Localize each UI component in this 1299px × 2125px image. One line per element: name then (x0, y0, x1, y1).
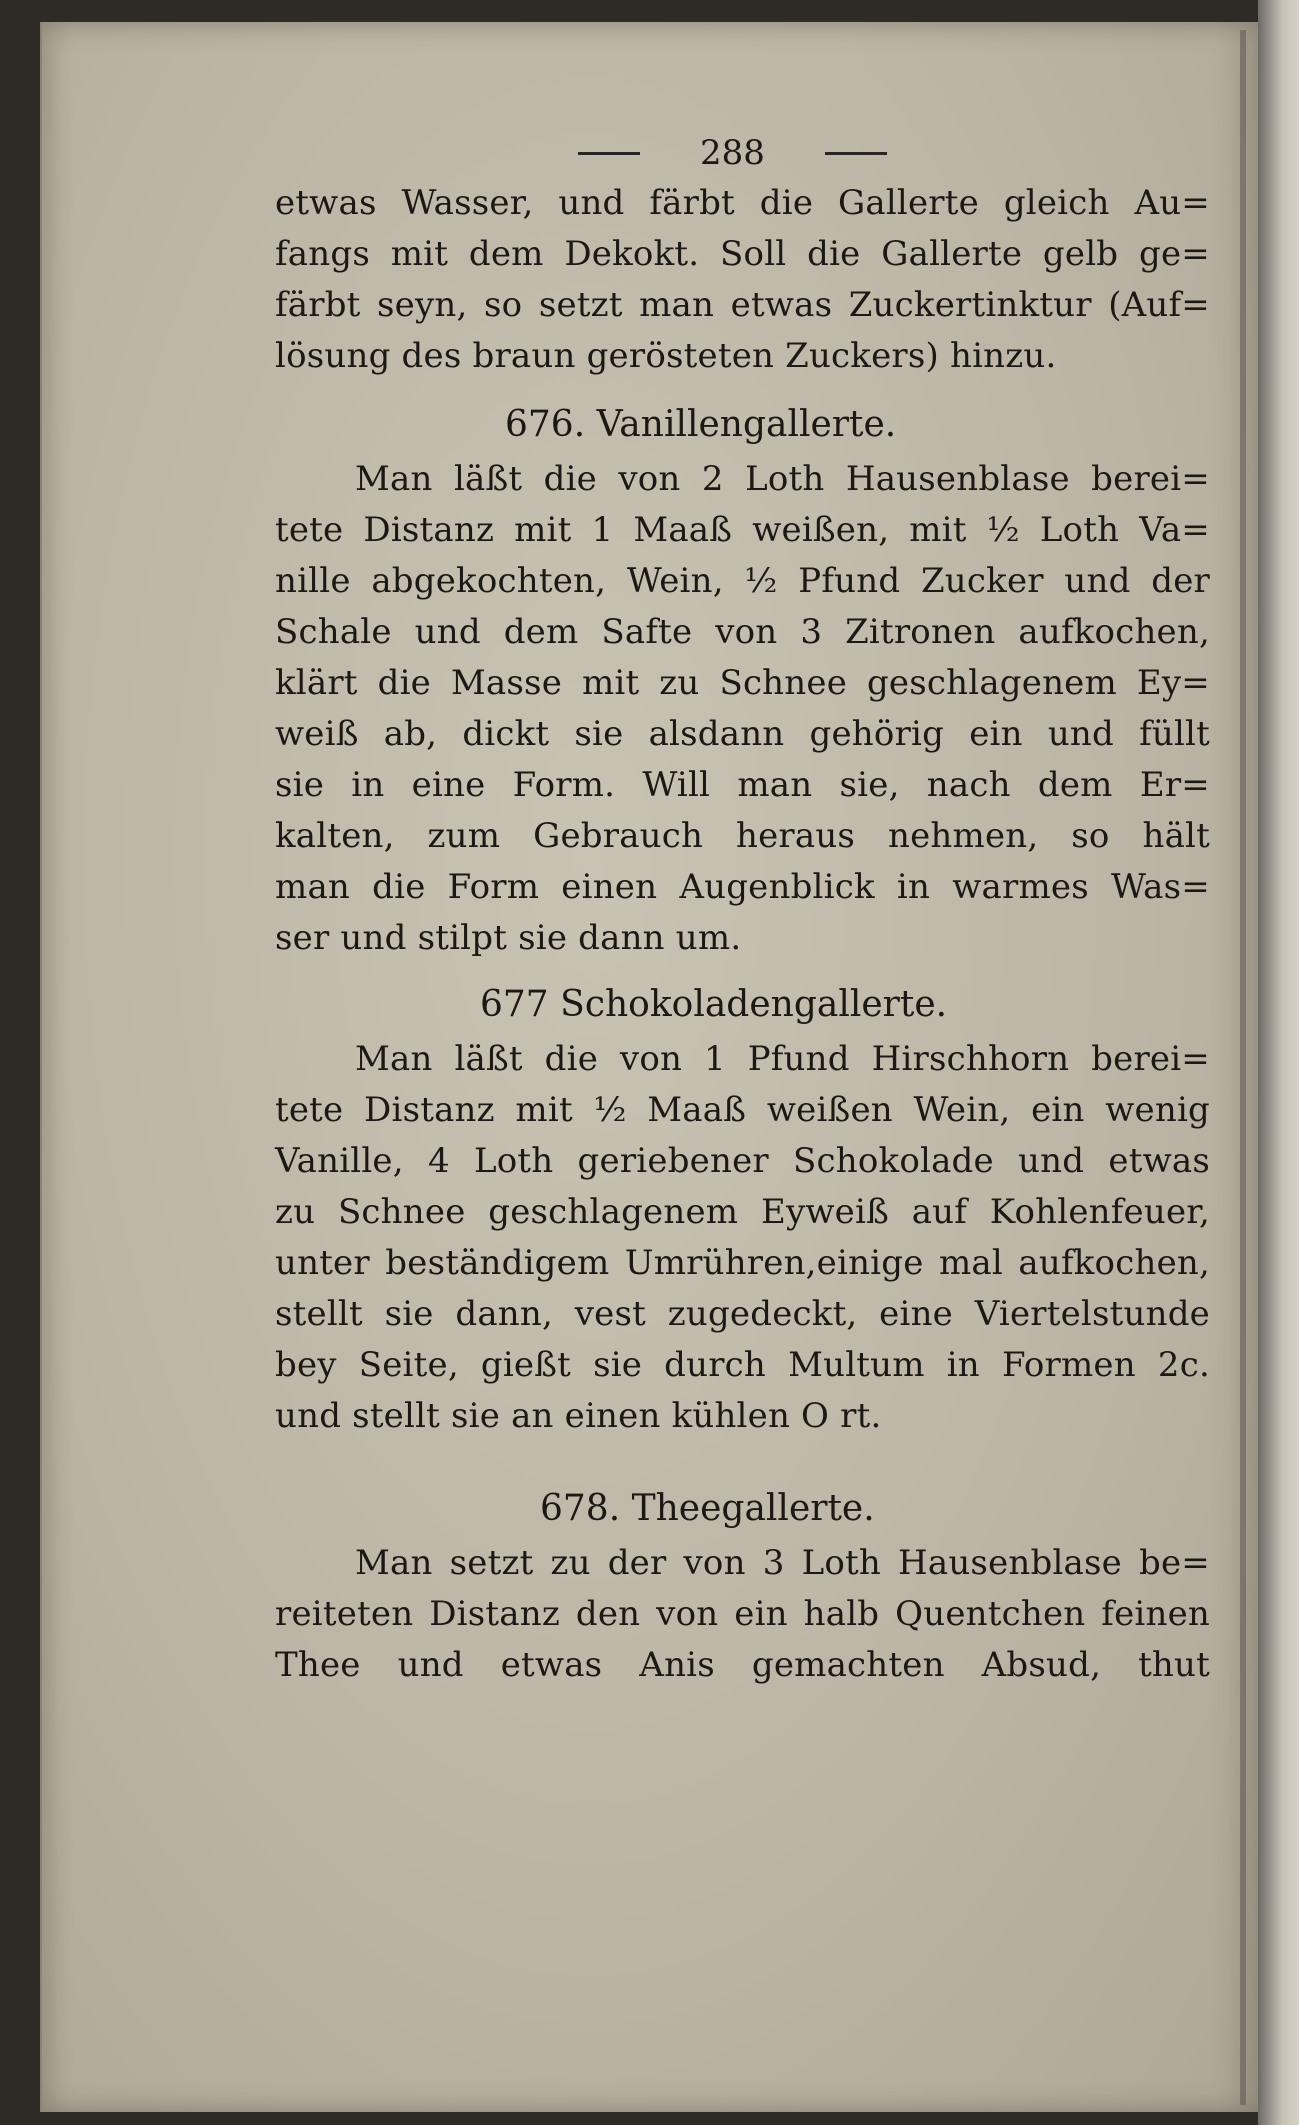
recipe-body-678 (275, 1538, 1210, 1691)
text-line: und stellt sie an einen kühlen O rt. (275, 1396, 882, 1436)
text-line: lösung des braun gerösteten Zuckers) hinzu. (275, 336, 1057, 376)
recipe-body-677 (275, 1034, 1210, 1442)
recipe-title-677: 677 Schokoladengallerte. (480, 984, 948, 1025)
page-edge-shadow (1240, 30, 1246, 2105)
text-line: ser und stilpt sie dann um. (275, 918, 742, 958)
next-page-edge (1258, 0, 1299, 2125)
text-line: fangs mit dem Dekokt. Soll die Gallerte gelb ge= (275, 234, 1210, 274)
text-line: nille abgekochten, Wein, ½ Pfund Zucker und der (275, 561, 1210, 601)
text-line: reiteten Distanz den von ein halb Quentchen feinen (275, 1594, 1210, 1634)
page-header (255, 128, 1210, 178)
intro-paragraph (275, 178, 1210, 382)
text-line: kalten, zum Gebrauch heraus nehmen, so hält (275, 816, 1210, 856)
page-text (275, 128, 1210, 1691)
text-line: man die Form einen Augenblick in warmes Was= (275, 867, 1210, 907)
text-line: Thee und etwas Anis gemachten Absud, thut (275, 1645, 1210, 1685)
text-line: Schale und dem Safte von 3 Zitronen aufkochen, (275, 612, 1210, 652)
text-line: tete Distanz mit ½ Maaß weißen Wein, ein wenig (275, 1090, 1210, 1130)
text-line: Vanille, 4 Loth geriebener Schokolade und etwas (275, 1141, 1210, 1181)
text-line: etwas Wasser, und färbt die Gallerte gleich Au= (275, 183, 1210, 223)
text-line: bey Seite, gießt sie durch Multum in Formen 2c. (275, 1345, 1210, 1385)
text-line: sie in eine Form. Will man sie, nach dem Er= (275, 765, 1210, 805)
recipe-body-676 (275, 454, 1210, 964)
text-line: stellt sie dann, vest zugedeckt, eine Viertelstunde (275, 1294, 1210, 1334)
page-number: 288 (700, 133, 765, 173)
text-line: weiß ab, dickt sie alsdann gehörig ein und füllt (275, 714, 1210, 754)
text-line: färbt seyn, so setzt man etwas Zuckertinktur (Auf= (275, 285, 1210, 325)
recipe-title-678: 678. Theegallerte. (540, 1488, 875, 1529)
text-line: unter beständigem Umrühren,einige mal aufkochen, (275, 1243, 1210, 1283)
header-dash-right (825, 152, 887, 155)
text-line: zu Schnee geschlagenem Eyweiß auf Kohlenfeuer, (275, 1192, 1210, 1232)
text-line: tete Distanz mit 1 Maaß weißen, mit ½ Loth Va= (275, 510, 1210, 550)
header-dash-left (578, 152, 640, 155)
text-line: Man läßt die von 2 Loth Hausenblase berei= (355, 459, 1210, 499)
text-line: Man setzt zu der von 3 Loth Hausenblase be= (355, 1543, 1210, 1583)
text-line: klärt die Masse mit zu Schnee geschlagenem Ey= (275, 663, 1210, 703)
text-line: Man läßt die von 1 Pfund Hirschhorn berei= (355, 1039, 1210, 1079)
recipe-title-676: 676. Vanillengallerte. (505, 404, 897, 445)
